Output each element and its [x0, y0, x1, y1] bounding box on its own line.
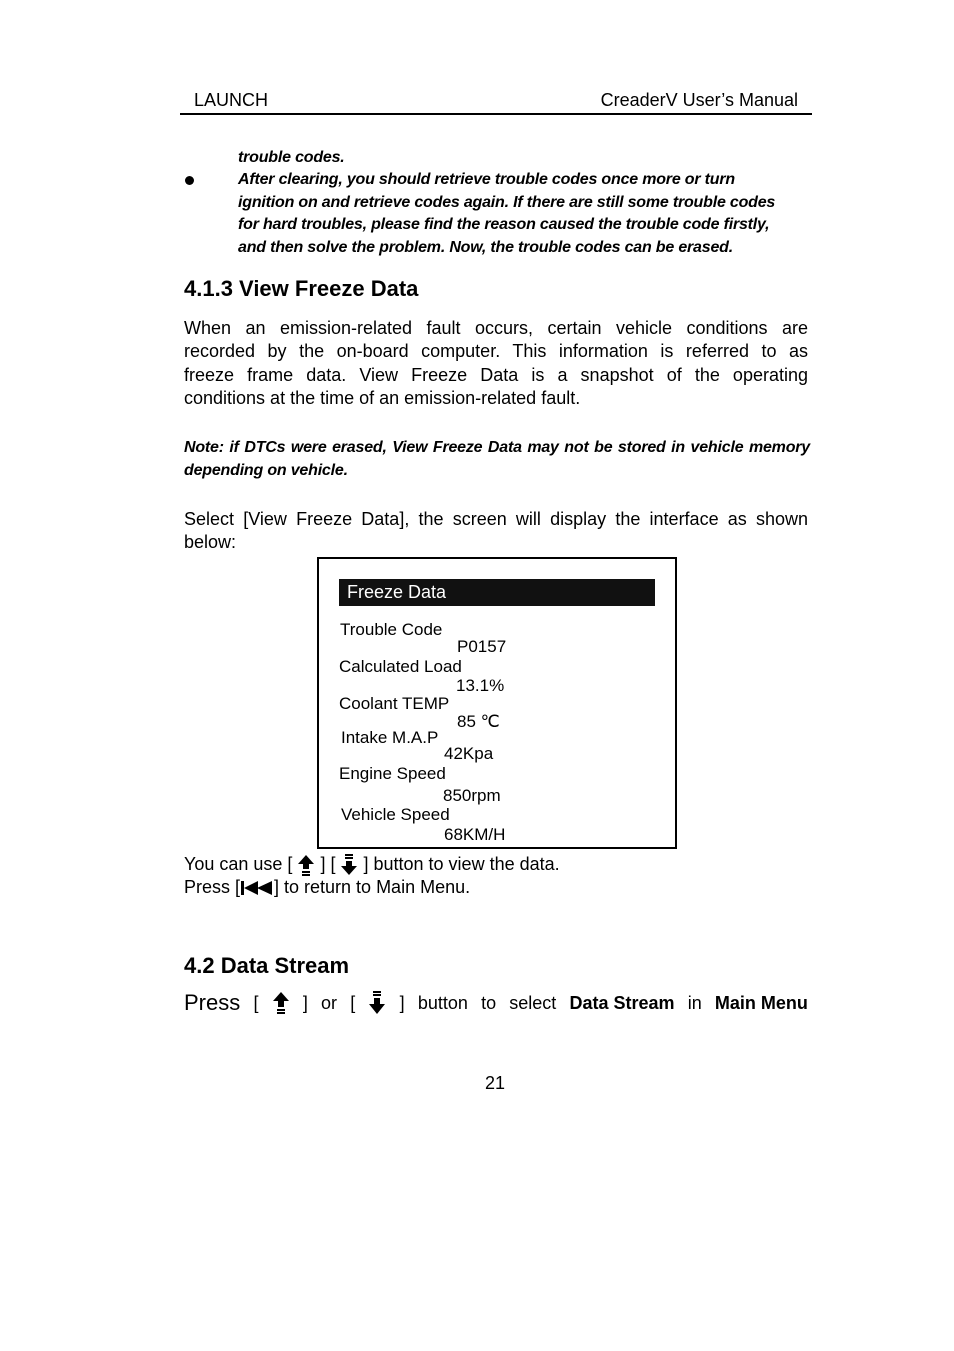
header-right: CreaderV User’s Manual: [600, 90, 798, 110]
bracket: ]: [399, 992, 405, 1013]
note-block: [184, 437, 810, 482]
row-label: Intake M.A.P: [341, 728, 439, 747]
main-menu-term: Main Menu: [714, 992, 808, 1013]
note-line: ignition on and retrieve codes again. If there are still some trouble codes: [238, 193, 776, 211]
paragraph-line: below:: [184, 532, 237, 553]
up-arrow-icon: [297, 854, 315, 876]
paragraph-line: freeze frame data. View Freeze Data is a snapshot of the operating: [184, 364, 808, 385]
row-value: P0157: [457, 637, 507, 656]
row-label: Coolant TEMP: [339, 694, 450, 713]
note-line: and then solve the problem. Now, the trouble codes can be erased.: [238, 238, 733, 256]
paragraph-line: conditions at the time of an emission-related fault.: [184, 387, 581, 408]
data-stream-instruction: [184, 990, 808, 1016]
paragraph-line: recorded by the on-board computer. This information is referred to as: [184, 341, 808, 362]
header-divider: [180, 113, 812, 115]
row-value: 42Kpa: [444, 744, 494, 763]
press-word: Press: [184, 990, 241, 1015]
note-line: Note: if DTCs were erased, View Freeze Data may not be stored in vehicle memory: [184, 439, 810, 456]
note-continuation: trouble codes.: [238, 149, 345, 166]
paragraph-line: When an emission-related fault occurs, certain vehicle conditions are: [184, 318, 808, 338]
row-value: 85 ℃: [457, 712, 500, 731]
note-bullet-text: [238, 169, 809, 259]
instruction-text: Press [: [184, 877, 241, 897]
up-arrow-icon: [272, 991, 290, 1015]
row-value: 68KM/H: [444, 825, 506, 844]
section-paragraph: [184, 317, 808, 410]
return-icon: [240, 880, 274, 896]
note-line: for hard troubles, please find the reason caused the trouble code firstly,: [238, 216, 770, 233]
or-word: or: [321, 992, 338, 1013]
select-instruction: [184, 508, 808, 555]
header-left: LAUNCH: [194, 90, 269, 110]
paragraph-line: Select [View Freeze Data], the screen will display the interface as shown: [184, 509, 808, 529]
bullet-dot: [185, 176, 194, 185]
instruction-text: ] [: [320, 854, 336, 874]
word: button: [417, 992, 468, 1013]
instruction-text: You can use [: [184, 854, 293, 874]
use-instruction: [184, 853, 560, 876]
page-number: 21: [484, 1073, 506, 1093]
return-instruction: [184, 876, 470, 899]
data-stream-term: Data Stream: [569, 992, 675, 1013]
word: to: [481, 992, 497, 1013]
section-heading: 4.2 Data Stream: [184, 953, 350, 978]
instruction-text: ] button to view the data.: [363, 854, 560, 874]
bracket: [: [350, 992, 356, 1013]
instruction-text: ] to return to Main Menu.: [274, 877, 471, 897]
screen-title: Freeze Data: [339, 579, 655, 606]
word: in: [687, 992, 702, 1013]
bracket: ]: [302, 992, 308, 1013]
row-label: Trouble Code: [340, 620, 443, 639]
down-arrow-icon: [340, 854, 358, 876]
freeze-data-screen: [317, 557, 677, 849]
section-heading: 4.1.3 View Freeze Data: [184, 276, 419, 301]
row-label: Engine Speed: [339, 764, 446, 783]
row-value: 13.1%: [456, 676, 505, 695]
row-label: Calculated Load: [339, 657, 462, 676]
note-line: depending on vehicle.: [184, 461, 348, 479]
down-arrow-icon: [368, 991, 386, 1015]
word: select: [509, 992, 557, 1013]
bracket: [: [253, 992, 259, 1013]
row-value: 850rpm: [443, 786, 501, 805]
row-label: Vehicle Speed: [341, 805, 450, 824]
note-line: After clearing, you should retrieve trouble codes once more or turn: [238, 171, 735, 188]
